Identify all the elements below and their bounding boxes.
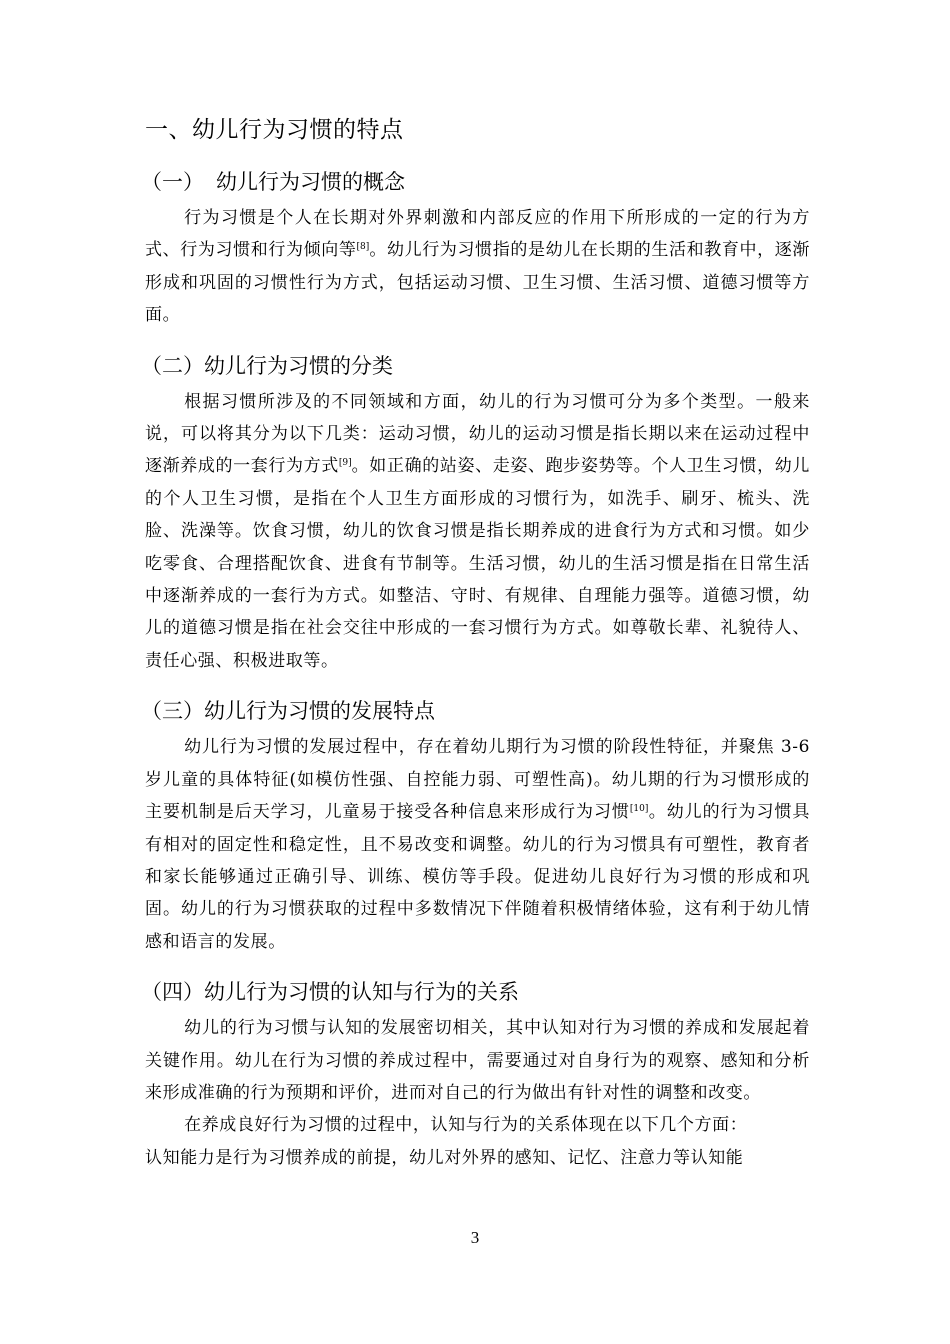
subsection-number: （一） bbox=[141, 170, 204, 194]
subsection-number: （三） bbox=[141, 699, 204, 724]
paragraph bbox=[145, 731, 810, 958]
subsection-title: 幼儿行为习惯的概念 bbox=[216, 170, 405, 194]
paragraph-text: 。如正确的站姿、走姿、跑步姿势等。个人卫生习惯，幼儿的个人卫生习惯，是指在个人卫生方面形成的习惯行为，如洗手、刷牙、梳头、洗脸、洗澡等。饮食习惯，幼儿的饮食习惯是指长期养成的进食行为方式和习惯。如少吃零食、合理搭配饮食、进食有节制等。生活习惯，幼儿的生活习惯是指在日常生活中逐渐养成的一套行为方式。如整洁、守时、有规律、自理能力强等。道德习惯，幼儿的道德习惯是指在社会交往中形成的一套习惯行为方式。如尊敬长辈、礼貌待人、责任心强、积极进取等。 bbox=[145, 456, 810, 671]
subsection-heading-2 bbox=[141, 346, 810, 386]
citation-ref: [10] bbox=[629, 804, 649, 815]
subsection-number: （二） bbox=[141, 353, 204, 378]
paragraph-text: 。幼儿行为习惯指的是幼儿在长期的生活和教育中，逐渐形成和巩固的习惯性行为方式，包括运动习惯、卫生习惯、生活习惯、道德习惯等方面。 bbox=[145, 240, 811, 326]
paragraph bbox=[145, 386, 810, 678]
paragraph bbox=[145, 1109, 810, 1141]
paragraph bbox=[145, 1142, 810, 1174]
subsection-title: 幼儿行为习惯的分类 bbox=[204, 353, 393, 378]
paragraph bbox=[145, 1012, 810, 1109]
subsection-heading-4 bbox=[141, 972, 810, 1012]
paragraph-text: 。幼儿的行为习惯具有相对的固定性和稳定性，且不易改变和调整。幼儿的行为习惯具有可塑性，教育者和家长能够通过正确引导、训练、模仿等手段。促进幼儿良好行为习惯的形成和巩固。幼儿的行为习惯获取的过程中多数情况下伴随着积极情绪体验，这有利于幼儿情感和语言的发展。 bbox=[145, 802, 811, 952]
subsection-number: （四） bbox=[141, 980, 204, 1005]
paragraph-text: 在养成良好行为习惯的过程中，认知与行为的关系体现在以下几个方面： bbox=[184, 1115, 748, 1136]
paragraph-text: 认知能力是行为习惯养成的前提，幼儿对外界的感知、记忆、注意力等认知能 bbox=[145, 1147, 744, 1168]
paragraph-text: 根据习惯所涉及的不同领域和方面，幼儿的行为习惯可分为多个类型。一般来说，可以将其分为以下几类：运动习惯，幼儿的运动习惯是指长期以来在运动过程中逐渐养成的一套行为方式 bbox=[145, 391, 810, 477]
section-title: 一、幼儿行为习惯的特点 bbox=[145, 117, 404, 143]
page-number: 3 bbox=[470, 1228, 480, 1247]
subsection-heading-1 bbox=[141, 162, 810, 202]
paragraph-text: 幼儿行为习惯的发展过程中，存在着幼儿期行为习惯的阶段性特征，并聚焦 3-6 岁儿童的具体特征(如模仿性强、自控能力弱、可塑性高)。幼儿期的行为习惯形成的主要机制是后天学习，儿童易于接受各种信息来形成行为习惯 bbox=[145, 737, 810, 823]
page-content bbox=[141, 112, 811, 1174]
citation-ref: [9] bbox=[338, 458, 352, 469]
paragraph-text: 幼儿的行为习惯与认知的发展密切相关，其中认知对行为习惯的养成和发展起着关键作用。幼儿在行为习惯的养成过程中，需要通过对自身行为的观察、感知和分析来形成准确的行为预期和评价，进而对自己的行为做出有针对性的调整和改变。 bbox=[145, 1018, 810, 1103]
paragraph-text: 行为习惯是个人在长期对外界刺激和内部反应的作用下所形成的一定的行为方式、行为习惯和行为倾向等 bbox=[145, 208, 810, 261]
paragraph bbox=[145, 202, 810, 332]
subsection-title: 幼儿行为习惯的发展特点 bbox=[204, 699, 435, 724]
citation-ref: [8] bbox=[356, 242, 370, 253]
subsection-heading-3 bbox=[141, 691, 810, 731]
subsection-title: 幼儿行为习惯的认知与行为的关系 bbox=[204, 980, 519, 1005]
